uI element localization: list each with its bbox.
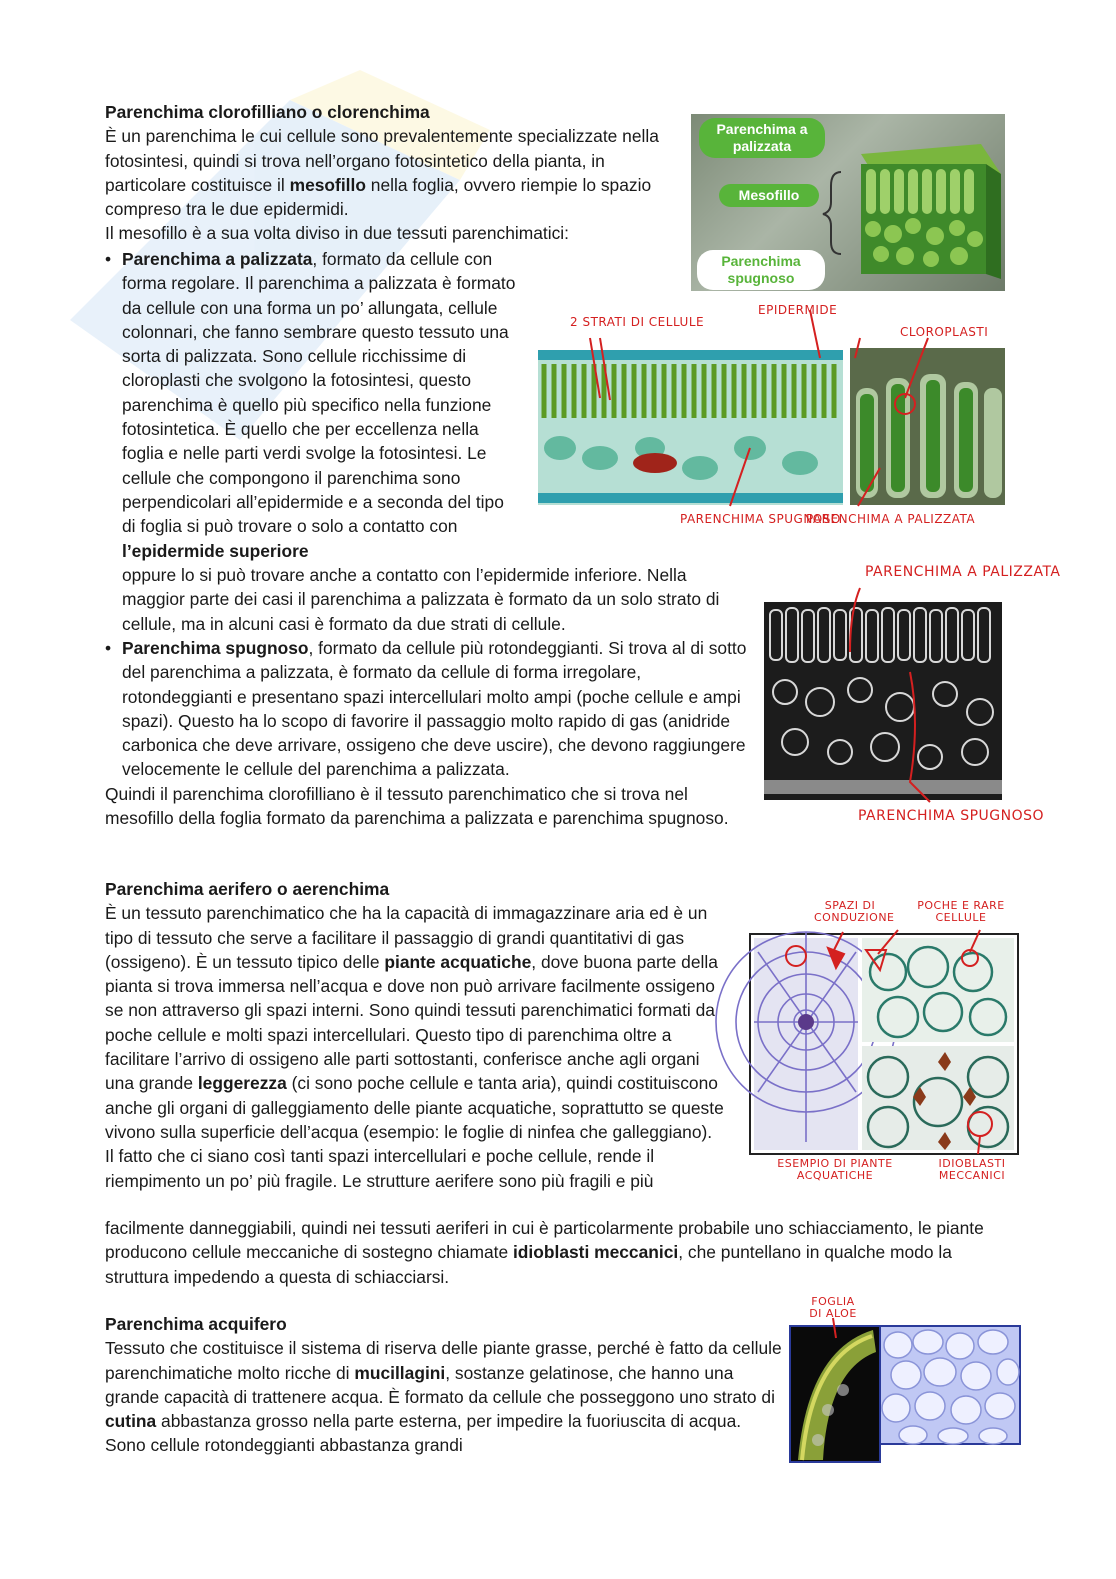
text-run: , dove buona parte della pianta si trova immersa nell’acqua e dove non può arrivare facilmente ossigeno se non attraverso gli spazi interni. Sono quindi tessuti parenchimatici formati da poche cellule e molti spazi intercellulari. Questo tipo di parenchima oltre a facilitare l’arrivo di ossigeno alle parti sottostanti, conferisce anche agli organi una grande	[105, 951, 718, 1094]
section-clorenchima-top	[105, 100, 665, 246]
micrograph-image	[760, 562, 1010, 842]
paragraph: oppure lo si può trovare anche a contatto con l’epidermide inferiore. Nella maggior parte dei casi il parenchima a palizzata è formato da un solo strato di cellule, ma in alcuni casi è formato da due strati di cellule.	[122, 565, 720, 634]
annotation-palizzata: PARENCHIMA A PALIZZATA	[865, 564, 1061, 580]
text-run: , formato da cellule con forma regolare. Il parenchima a palizzata è formato da cellule con una forma un po’ allungata, cellule colonnari, che fanno sembrare questo tessuto una sorta di palizzata. Sono cellule ricchissime di cloroplasti che svolgono la fotosintesi, questo parenchima è quello più specifico nella funzione fotosintetica. È quello che per eccellenza nella foglia e nelle parti verdi svolge la fotosintesi. Le cellule che compongono il parenchima sono perpendicolari all’epidermide e a seconda del tipo di foglia si può trovare o solo a contatto con	[122, 249, 516, 537]
section-aerenchima	[105, 877, 730, 1193]
text-run: , che puntellano in qualche modo la struttura impedendo a questa di schiacciarsi.	[105, 1242, 952, 1287]
paragraph	[105, 124, 665, 221]
paragraph	[105, 1336, 785, 1457]
paragraph: Il mesofillo è a sua volta diviso in due tessuti parenchimatici:	[105, 223, 569, 244]
bold-term: Parenchima a palizzata	[122, 249, 313, 269]
text-run: , sostanze gelatinose, che hanno una grande capacità di trattenere acqua. È formato da cellule che posseggono uno strato di	[105, 1362, 775, 1407]
paragraph	[105, 1216, 1010, 1289]
paragraph	[105, 901, 730, 1144]
text-run: È un tessuto parenchimatico che ha la capacità di immagazzinare aria ed è un tipo di tessuto che serve a facilitare il passaggio di grandi quantitativi di gas (ossigeno). È un tessuto tipico delle	[105, 903, 708, 972]
text-run: nella foglia, ovvero riempie lo spazio compreso tra le due epidermidi.	[105, 174, 652, 220]
annotation-spugnoso: PARENCHIMA SPUGNOSO	[858, 808, 1045, 824]
text-run: (ci sono poche cellule e tanta aria), quindi costituiscono anche gli organi di galleggiamento delle piante acquatiche, soprattutto se queste vivono sulla superficie dell’acqua (esempio: le foglie di ninfea che galleggiano).	[105, 1073, 724, 1142]
annotation-idioblasti: IDIOBLASTI MECCANICI	[938, 1157, 1006, 1182]
section-title-aerenchima: Parenchima aerifero o aerenchima	[105, 879, 390, 899]
bullet-item	[105, 636, 747, 782]
annotation-foglia-aloe: FOGLIA DI ALOE	[809, 1295, 857, 1320]
text-run: Tessuto che costituisce il sistema di riserva delle piante grasse, perché è fatto da cellule parenchimatiche molto ricche di	[105, 1338, 782, 1383]
section-title-clorenchima: Parenchima clorofilliano o clorenchima	[105, 102, 430, 122]
annotation-parenchima-spugnoso: PARENCHIMA SPUGNOSO	[680, 512, 841, 526]
bold-term: idioblasti meccanici	[512, 1242, 679, 1263]
bold-term: piante acquatiche	[384, 951, 532, 972]
paragraph: Il fatto che ci siano così tanti spazi intercellulari e poche cellule, rende il riempimento un po’ più fragile. Le strutture aerifere sono più fragili e più	[105, 1146, 655, 1191]
bullet-item	[105, 247, 521, 563]
section-title-acquifero: Parenchima acquifero	[105, 1314, 287, 1334]
figure-leaf-3d	[691, 114, 1005, 291]
bullet-spugnoso	[105, 636, 747, 830]
text-run: , formato da cellule più rotondeggianti. Si trova al di sotto del parenchima a palizzata, è formato da cellule di forma irregolare, rotondeggianti e presentano spazi intercellulari molto ampi (poche cellule e ampi spazi). Questo ha lo scopo di favorire il passaggio molto rapido di gas (anidride carbonica che deve arrivare, ossigeno che deve uscire), che devono raggiungere velocemente le cellule del parenchima a palizzata.	[122, 638, 747, 780]
label-mesofillo: Mesofillo	[719, 184, 819, 207]
paragraph: Quindi il parenchima clorofilliano è il tessuto parenchimatico che si trova nel mesofillo della foglia formato da parenchima a palizzata e parenchima spugnoso.	[105, 783, 729, 829]
annotation-epidermide: EPIDERMIDE	[758, 303, 838, 317]
bold-term: cutina	[105, 1411, 157, 1432]
aerenchima-micrographs	[748, 892, 1020, 1190]
annotation-piante-acquatiche: ESEMPIO DI PIANTE ACQUATICHE	[777, 1157, 893, 1182]
figure-leaf-section	[530, 298, 1010, 543]
bullet-palizzata-top	[105, 247, 521, 563]
bold-term: mucillagini	[354, 1362, 446, 1383]
annotation-2-strati: 2 STRATI DI CELLULE	[570, 315, 705, 329]
annotation-cloroplasti: CLOROPLASTI	[900, 325, 989, 339]
text-run: È un parenchima le cui cellule sono prevalentemente specializzate nella fotosintesi, quindi si trova nell’organo fotosintetico della pianta, in particolare costituisce il	[105, 126, 659, 195]
figure-aerenchima	[748, 892, 1020, 1190]
text-run: abbastanza grosso nella parte esterna, per impedire la fuoriuscita di acqua. Sono cellule rotondeggianti abbastanza grandi	[105, 1411, 742, 1456]
annotation-parenchima-palizzata: PARENCHIMA A PALIZZATA	[806, 512, 976, 526]
section-aerenchima-bottom	[105, 1216, 1010, 1289]
figure-micrograph	[760, 562, 1061, 842]
text-run: facilmente danneggiabili, quindi nei tessuti aeriferi in cui è particolarmente probabile uno schiacciamento, le piante producono cellule meccaniche di sostegno chiamate	[105, 1218, 984, 1263]
annotation-poche-cellule: POCHE E RARE CELLULE	[917, 899, 1005, 924]
bold-term: leggerezza	[197, 1073, 287, 1094]
bold-term: Parenchima spugnoso	[122, 638, 309, 658]
annotation-spazi-conduzione: SPAZI DI CONDUZIONE	[814, 899, 895, 924]
bold-term: mesofillo	[289, 174, 366, 195]
figure-aloe	[788, 1290, 1023, 1465]
label-parenchima-spugnoso: Parenchima spugnoso	[697, 250, 825, 290]
bold-term: l’epidermide superiore	[122, 540, 309, 561]
section-clorenchima-bottom	[122, 563, 747, 636]
label-parenchima-palizzata: Parenchima a palizzata	[699, 118, 825, 158]
section-acquifero	[105, 1312, 785, 1458]
